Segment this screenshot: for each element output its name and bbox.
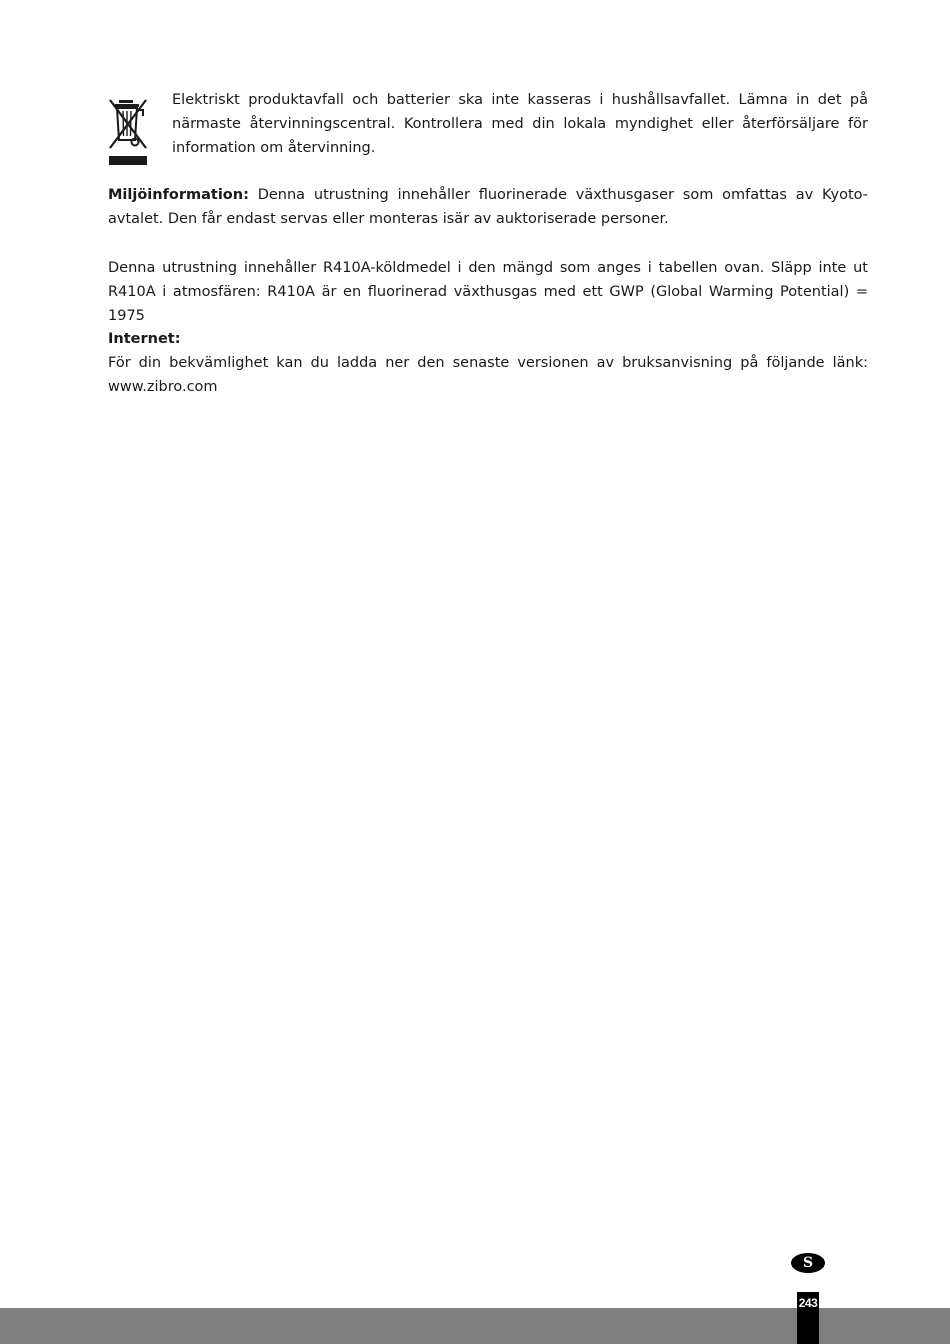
environment-info <box>108 183 868 231</box>
internet-heading: Internet: <box>108 331 181 347</box>
crossed-out-wheelie-bin-icon <box>108 96 150 168</box>
refrigerant-info <box>108 256 868 328</box>
environment-label: Miljöinformation: <box>108 187 249 203</box>
page-number: 243 <box>798 1296 818 1310</box>
recycling-text: Elektriskt produktavfall och batterier ska inte kasseras i hushållsavfallet. Lämna in det på närmaste återvinningscentral. Kontrollera med din lokala myndighet eller återförsäljare för information om återvinning. <box>172 92 868 156</box>
language-badge: S <box>791 1253 825 1273</box>
environment-text: Denna utrustning innehåller fluorinerade växthusgaser som omfattas av Kyoto-avtalet. Den får endast servas eller monteras isär av auktoriserade personer. <box>108 187 869 227</box>
internet-section <box>108 327 868 399</box>
recycling-notice <box>108 88 868 168</box>
refrigerant-text: Denna utrustning innehåller R410A-köldmedel i den mängd som anges i tabellen ovan. Släpp inte ut R410A i atmosfären: R410A är en fluorinerad växthusgas med ett GWP (Global Warming Potential) = 1975 <box>108 260 868 324</box>
internet-text: För din bekvämlighet kan du ladda ner den senaste versionen av bruksanvisning på följande länk: www.zibro.com <box>108 355 868 395</box>
